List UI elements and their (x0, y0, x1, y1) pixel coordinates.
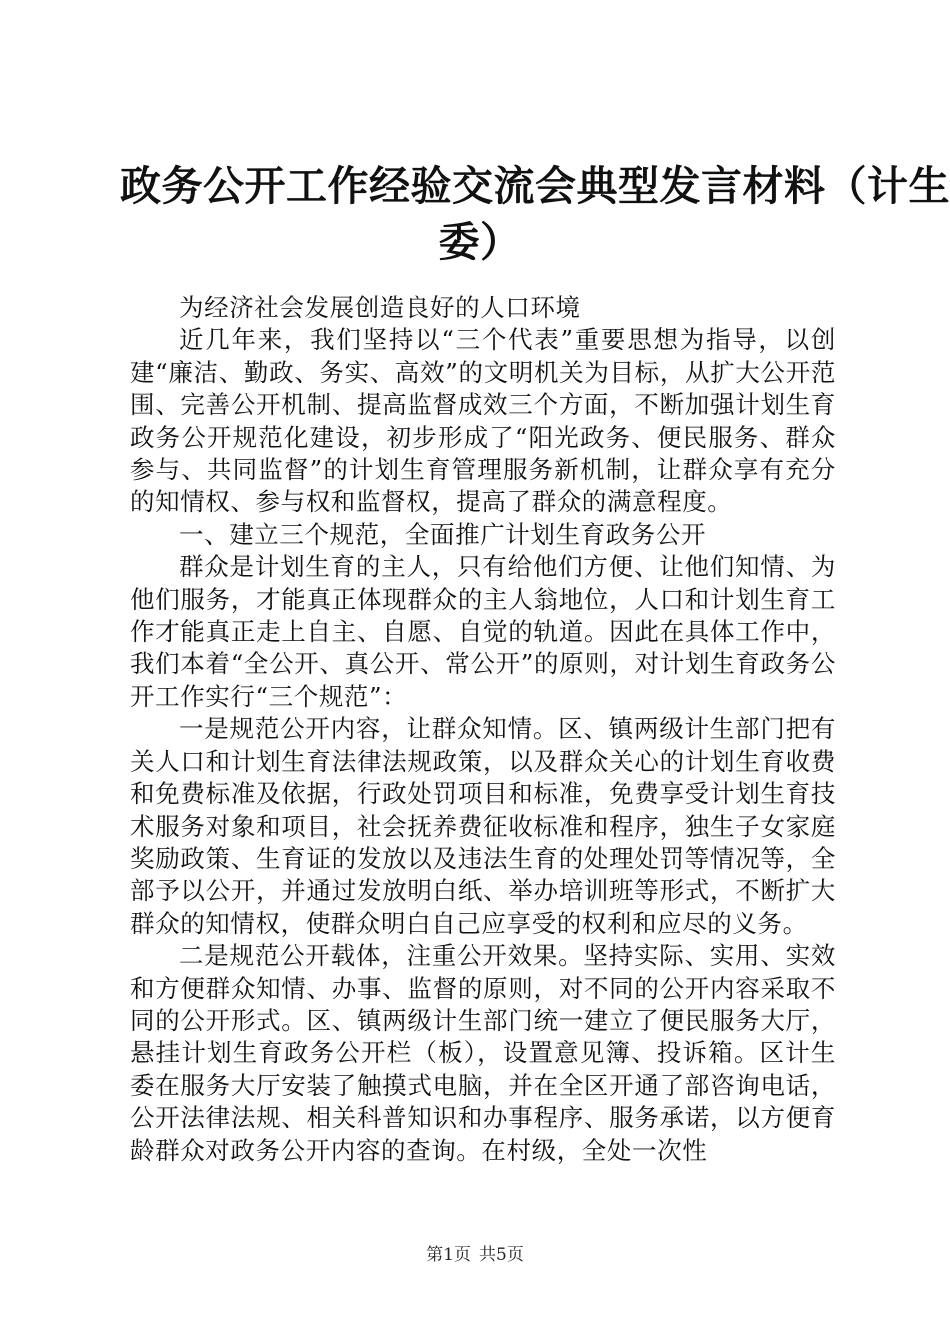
paragraph-intro: 近几年来，我们坚持以“三个代表”重要思想为指导，以创建“廉洁、勤政、务实、高效”的文明机关为目标，从扩大公开范围、完善公开机制、提高监督成效三个方面，不断加强计划生育政务公开规范化建设，初步形成了“阳光政务、便民服务、群众参与、共同监督”的计划生育管理服务新机制，让群众享有充分的知情权、参与权和监督权，提高了群众的满意程度。 (130, 325, 836, 517)
page-footer (0, 1240, 950, 1265)
paragraph-item-two: 二是规范公开载体，注重公开效果。坚持实际、实用、实效和方便群众知情、办事、监督的原则，对不同的公开内容采取不同的公开形式。区、镇两级计生部门统一建立了便民服务大厅，悬挂计划生育政务公开栏（板），设置意见簿、投诉箱。区计生委在服务大厅安装了触摸式电脑，并在全区开通了部咨询电话，公开法律法规、相关科普知识和办事程序、服务承诺，以方便育龄群众对政务公开内容的查询。在村级，全处一次性 (130, 941, 836, 1165)
title-line-2: 委） (438, 218, 522, 266)
title-line-1: 政务公开工作经验交流会典型发言材料（计生 (120, 162, 950, 210)
paragraph-subtitle: 为经济社会发展创造良好的人口环境 (179, 293, 581, 322)
section-heading: 一、建立三个规范，全面推广计划生育政务公开 (179, 519, 707, 549)
document-title (120, 158, 950, 270)
page-total: 共5页 (479, 1245, 524, 1265)
paragraph-item-one: 一是规范公开内容，让群众知情。区、镇两级计生部门把有关人口和计划生育法律法规政策，以及群众关心的计划生育收费和免费标准及依据，行政处罚项目和标准，免费享受计划生育技术服务对象和项目，社会抚养费征收标准和程序，独生子女家庭奖励政策、生育证的发放以及违法生育的处理处罚等情况等，全部予以公开，并通过发放明白纸、举办培训班等形式，不断扩大群众的知情权，使群众明白自己应享受的权利和应尽的义务。 (130, 714, 836, 938)
page-number: 第1页 (426, 1245, 471, 1265)
document-body (130, 292, 836, 1167)
paragraph-section-body: 群众是计划生育的主人，只有给他们方便、让他们知情、为他们服务，才能真正体现群众的主人翁地位，人口和计划生育工作才能真正走上自主、自愿、自觉的轨道。因此在具体工作中，我们本着“全公开、真公开、常公开”的原则，对计划生育政务公开工作实行“三个规范”： (130, 552, 836, 711)
